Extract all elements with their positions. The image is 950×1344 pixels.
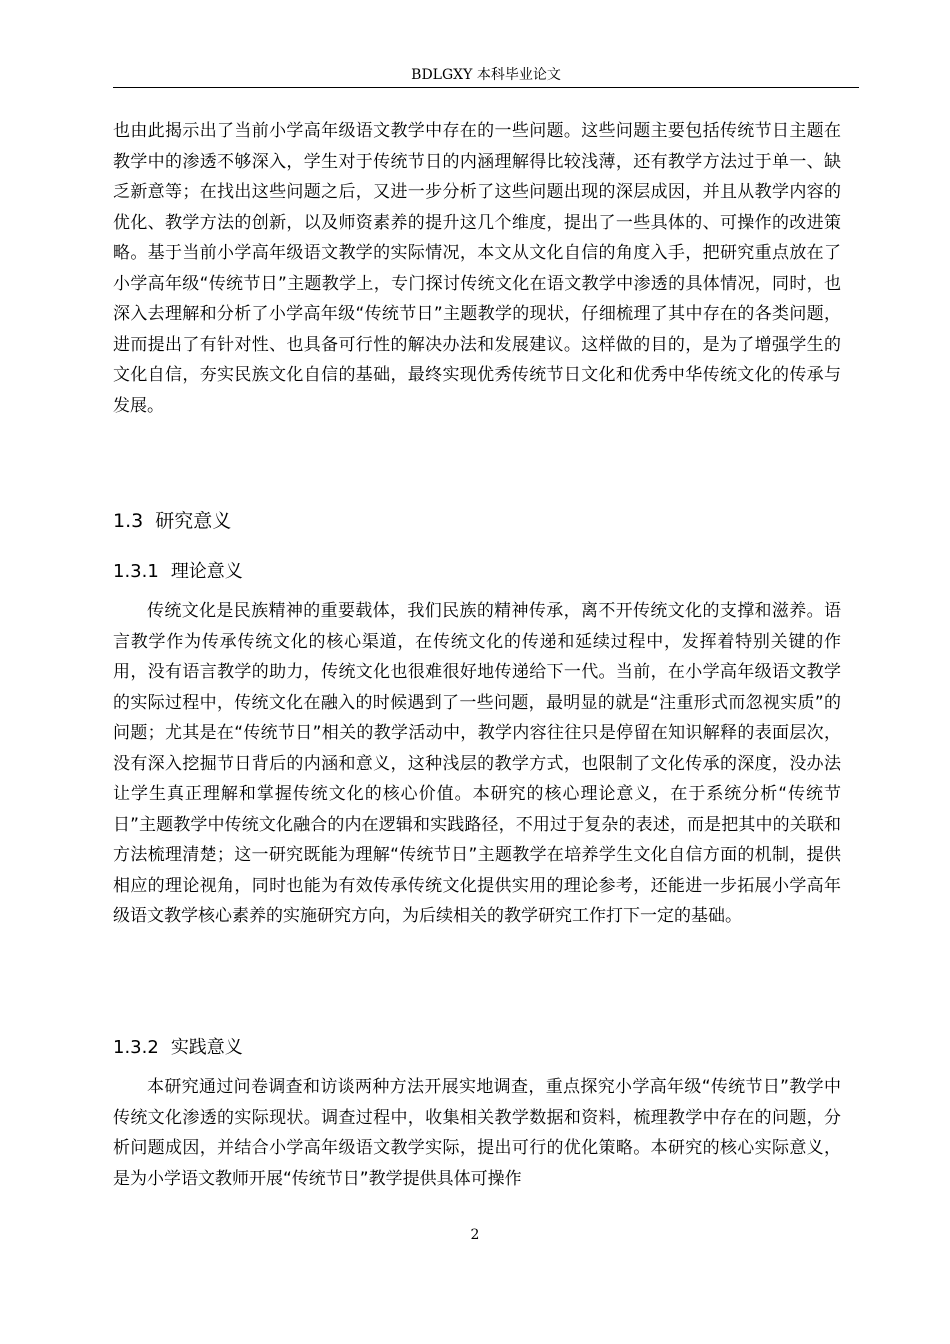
- header-rule: [113, 87, 859, 88]
- subsection-number: 1.3.1: [113, 561, 159, 582]
- section-title: 研究意义: [155, 510, 232, 532]
- section-heading-1-3: [113, 508, 231, 534]
- subsection-number: 1.3.2: [113, 1037, 159, 1058]
- running-header: BDLGXY 本科毕业论文: [411, 67, 561, 83]
- paragraph-theoretical-significance: 传统文化是民族精神的重要载体，我们民族的精神传承，离不开传统文化的支撑和滋养。语言教学作为传承传统文化的核心渠道，在传统文化的传递和延续过程中，发挥着特别关键的作用，没有语言教学的助力，传统文化也很难很好地传递给下一代。当前，在小学高年级语文教学的实际过程中，传统文化在融入的时候遇到了一些问题，最明显的就是“注重形式而忽视实质”的问题；尤其是在“传统节日”相关的教学活动中，教学内容往往只是停留在知识解释的表面层次，没有深入挖掘节日背后的内涵和意义，这种浅层的教学方式，也限制了文化传承的深度，没办法让学生真正理解和掌握传统文化的核心价值。本研究的核心理论意义，在于系统分析“传统节日”主题教学中传统文化融合的内在逻辑和实践路径，不用过于复杂的表述，而是把其中的关联和方法梳理清楚；这一研究既能为理解“传统节日”主题教学在培养学生文化自信方面的机制，提供相应的理论视角，同时也能为有效传承传统文化提供实用的理论参考，还能进一步拓展小学高年级语文教学核心素养的实施研究方向，为后续相关的教学研究工作打下一定的基础。: [113, 601, 841, 926]
- page-number: 2: [470, 1227, 480, 1243]
- subsection-title: 实践意义: [170, 1037, 243, 1058]
- subsection-heading-1-3-2: [113, 1035, 243, 1061]
- paragraph-intro-continuation: 也由此揭示出了当前小学高年级语文教学中存在的一些问题。这些问题主要包括传统节日主题在教学中的渗透不够深入，学生对于传统节日的内涵理解得比较浅薄，还有教学方法过于单一、缺乏新意等；在找出这些问题之后，又进一步分析了这些问题出现的深层成因，并且从教学内容的优化、教学方法的创新，以及师资素养的提升这几个维度，提出了一些具体的、可操作的改进策略。基于当前小学高年级语文教学的实际情况，本文从文化自信的角度入手，把研究重点放在了小学高年级“传统节日”主题教学上，专门探讨传统文化在语文教学中渗透的具体情况，同时，也深入去理解和分析了小学高年级“传统节日”主题教学的现状，仔细梳理了其中存在的各类问题，进而提出了有针对性、也具备可行性的解决办法和发展建议。这样做的目的，是为了增强学生的文化自信，夯实民族文化自信的基础，最终实现优秀传统节日文化和优秀中华传统文化的传承与发展。: [113, 121, 841, 416]
- paragraph-practical-significance: 本研究通过问卷调查和访谈两种方法开展实地调查，重点探究小学高年级“传统节日”教学中传统文化渗透的实际现状。调查过程中，收集相关教学数据和资料，梳理教学中存在的问题，分析问题成因，并结合小学高年级语文教学实际，提出可行的优化策略。本研究的核心实际意义，是为小学语文教师开展“传统节日”教学提供具体可操作: [113, 1077, 841, 1189]
- section-number: 1.3: [113, 510, 144, 532]
- subsection-title: 理论意义: [170, 561, 243, 582]
- subsection-heading-1-3-1: [113, 559, 243, 585]
